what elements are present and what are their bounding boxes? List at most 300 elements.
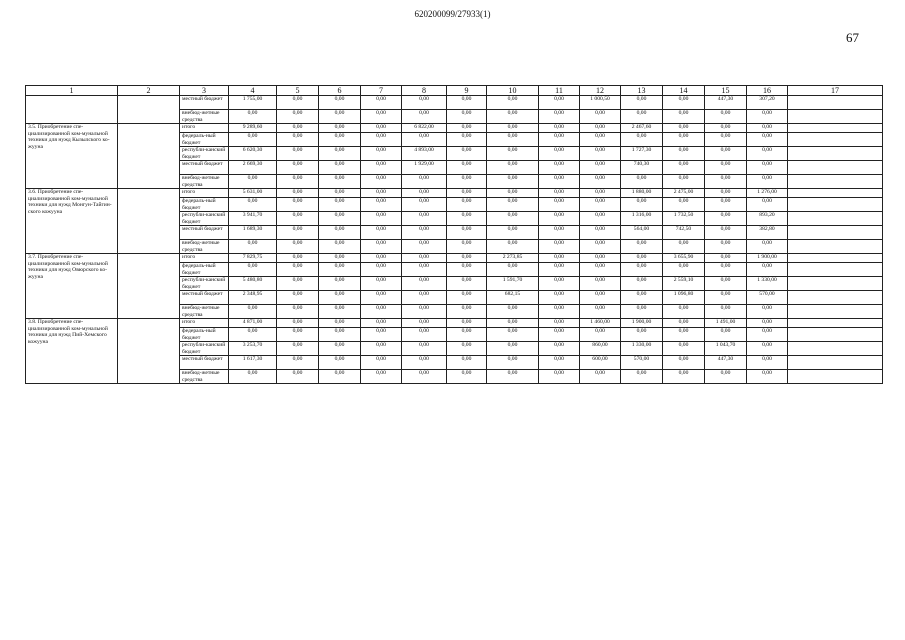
column-number: 14 (663, 86, 705, 96)
amount-cell: 0,00 (487, 212, 539, 226)
amount-cell: 0,00 (277, 189, 319, 198)
amount-cell: 0,00 (487, 110, 539, 124)
amount-cell: 0,00 (319, 254, 361, 263)
amount-cell: 570,00 (621, 356, 663, 370)
amount-cell: 0,00 (747, 124, 788, 133)
funding-source: местный бюджет (180, 161, 229, 175)
amount-cell: 0,00 (361, 110, 402, 124)
amount-cell: 0,00 (705, 226, 747, 240)
amount-cell: 0,00 (277, 342, 319, 356)
amount-cell: 0,00 (539, 342, 580, 356)
amount-cell: 0,00 (705, 328, 747, 342)
amount-cell: 0,00 (447, 291, 487, 305)
amount-cell: 0,00 (747, 356, 788, 370)
amount-cell: 2 273,85 (487, 254, 539, 263)
amount-cell: 0,00 (580, 263, 621, 277)
amount-cell: 0,00 (747, 240, 788, 254)
funding-source: республи-канский бюджет (180, 212, 229, 226)
amount-cell: 0,00 (621, 110, 663, 124)
amount-cell: 0,00 (487, 305, 539, 319)
amount-cell: 0,00 (277, 147, 319, 161)
funding-source: республи-канский бюджет (180, 147, 229, 161)
column-17-cell (788, 226, 883, 240)
amount-cell: 2 475,00 (663, 189, 705, 198)
measure-title: 3.7. Приобретение спе-циализированной ком-мунальной техники для нужд Овюрского ко-жууна (26, 254, 118, 319)
amount-cell: 0,00 (705, 370, 747, 384)
amount-cell: 0,00 (361, 240, 402, 254)
amount-cell: 0,00 (229, 240, 277, 254)
amount-cell: 0,00 (229, 263, 277, 277)
amount-cell: 0,00 (580, 277, 621, 291)
amount-cell: 1 880,00 (621, 189, 663, 198)
column-2-cell (118, 254, 180, 319)
amount-cell: 1 460,00 (580, 319, 621, 328)
amount-cell: 0,00 (487, 198, 539, 212)
funding-source: местный бюджет (180, 226, 229, 240)
amount-cell: 0,00 (487, 328, 539, 342)
amount-cell: 0,00 (319, 212, 361, 226)
funding-source: федераль-ный бюджет (180, 263, 229, 277)
amount-cell: 0,00 (580, 254, 621, 263)
column-17-cell (788, 240, 883, 254)
amount-cell: 0,00 (580, 133, 621, 147)
amount-cell: 0,00 (487, 356, 539, 370)
amount-cell: 0,00 (402, 110, 447, 124)
amount-cell: 0,00 (539, 161, 580, 175)
measure-title: 3.8. Приобретение спе-циализированной ком-мунальной техники для нужд Пий-Хемского кожууна (26, 319, 118, 384)
amount-cell: 0,00 (580, 370, 621, 384)
column-number: 12 (580, 86, 621, 96)
amount-cell: 0,00 (705, 161, 747, 175)
amount-cell: 0,00 (705, 110, 747, 124)
column-number: 15 (705, 86, 747, 96)
amount-cell: 0,00 (319, 96, 361, 110)
amount-cell: 1 732,50 (663, 212, 705, 226)
amount-cell: 0,00 (447, 161, 487, 175)
amount-cell: 0,00 (747, 370, 788, 384)
amount-cell: 0,00 (663, 342, 705, 356)
amount-cell: 0,00 (402, 342, 447, 356)
amount-cell: 0,00 (402, 96, 447, 110)
amount-cell: 0,00 (487, 370, 539, 384)
amount-cell: 0,00 (621, 370, 663, 384)
amount-cell: 0,00 (277, 328, 319, 342)
column-number: 10 (487, 86, 539, 96)
amount-cell: 0,00 (539, 240, 580, 254)
amount-cell: 0,00 (539, 370, 580, 384)
amount-cell: 0,00 (447, 198, 487, 212)
funding-source: федераль-ный бюджет (180, 198, 229, 212)
amount-cell: 0,00 (539, 110, 580, 124)
amount-cell: 0,00 (539, 319, 580, 328)
amount-cell: 0,00 (229, 110, 277, 124)
amount-cell: 0,00 (487, 263, 539, 277)
funding-source: республи-канский бюджет (180, 277, 229, 291)
table-row (26, 254, 883, 263)
amount-cell: 0,00 (663, 356, 705, 370)
amount-cell: 0,00 (361, 277, 402, 291)
amount-cell: 0,00 (447, 175, 487, 189)
amount-cell: 0,00 (277, 175, 319, 189)
amount-cell: 0,00 (447, 189, 487, 198)
column-17-cell (788, 305, 883, 319)
amount-cell: 0,00 (621, 254, 663, 263)
amount-cell: 0,00 (580, 110, 621, 124)
amount-cell: 9 289,60 (229, 124, 277, 133)
amount-cell: 0,00 (402, 254, 447, 263)
measure-title (26, 96, 118, 124)
funding-source: итого (180, 254, 229, 263)
amount-cell: 0,00 (539, 133, 580, 147)
amount-cell: 0,00 (319, 240, 361, 254)
amount-cell: 0,00 (402, 305, 447, 319)
amount-cell: 0,00 (747, 161, 788, 175)
amount-cell: 0,00 (663, 328, 705, 342)
column-number: 17 (788, 86, 883, 96)
amount-cell: 0,00 (487, 161, 539, 175)
amount-cell: 0,00 (705, 133, 747, 147)
amount-cell: 0,00 (580, 212, 621, 226)
table-body (26, 86, 883, 384)
amount-cell: 1 000,50 (580, 96, 621, 110)
amount-cell: 1 900,00 (747, 254, 788, 263)
amount-cell: 0,00 (621, 263, 663, 277)
amount-cell: 0,00 (319, 124, 361, 133)
amount-cell: 0,00 (580, 226, 621, 240)
amount-cell: 0,00 (319, 147, 361, 161)
amount-cell: 1 900,00 (621, 319, 663, 328)
column-2-cell (118, 319, 180, 384)
column-2-cell (118, 124, 180, 189)
funding-source: местный бюджет (180, 356, 229, 370)
amount-cell: 0,00 (277, 263, 319, 277)
amount-cell: 860,00 (580, 342, 621, 356)
amount-cell: 0,00 (361, 133, 402, 147)
amount-cell: 0,00 (447, 212, 487, 226)
amount-cell: 0,00 (747, 319, 788, 328)
amount-cell: 0,00 (402, 133, 447, 147)
amount-cell: 0,00 (319, 263, 361, 277)
amount-cell: 1 043,70 (705, 342, 747, 356)
amount-cell: 0,00 (705, 254, 747, 263)
amount-cell: 0,00 (705, 263, 747, 277)
amount-cell: 0,00 (539, 305, 580, 319)
column-17-cell (788, 110, 883, 124)
funding-source: республи-канский бюджет (180, 342, 229, 356)
amount-cell: 0,00 (402, 240, 447, 254)
amount-cell: 0,00 (663, 133, 705, 147)
amount-cell: 564,00 (621, 226, 663, 240)
column-number: 8 (402, 86, 447, 96)
amount-cell: 0,00 (447, 342, 487, 356)
amount-cell: 0,00 (361, 226, 402, 240)
amount-cell: 0,00 (747, 305, 788, 319)
amount-cell: 1 330,00 (621, 342, 663, 356)
column-number: 5 (277, 86, 319, 96)
column-17-cell (788, 291, 883, 305)
amount-cell: 0,00 (319, 226, 361, 240)
amount-cell: 0,00 (229, 370, 277, 384)
amount-cell: 0,00 (361, 175, 402, 189)
amount-cell: 3 655,90 (663, 254, 705, 263)
amount-cell: 0,00 (402, 212, 447, 226)
amount-cell: 0,00 (319, 133, 361, 147)
amount-cell: 0,00 (319, 277, 361, 291)
amount-cell: 0,00 (663, 161, 705, 175)
amount-cell: 0,00 (447, 263, 487, 277)
amount-cell: 0,00 (277, 356, 319, 370)
funding-source: федераль-ный бюджет (180, 133, 229, 147)
amount-cell: 0,00 (487, 124, 539, 133)
column-17-cell (788, 328, 883, 342)
amount-cell: 0,00 (487, 240, 539, 254)
amount-cell: 0,00 (621, 305, 663, 319)
amount-cell: 0,00 (447, 319, 487, 328)
amount-cell: 0,00 (705, 291, 747, 305)
amount-cell: 1 755,00 (229, 96, 277, 110)
funding-source: итого (180, 189, 229, 198)
amount-cell: 0,00 (539, 263, 580, 277)
amount-cell: 0,00 (539, 175, 580, 189)
amount-cell: 0,00 (277, 133, 319, 147)
amount-cell: 0,00 (705, 240, 747, 254)
amount-cell: 0,00 (361, 161, 402, 175)
amount-cell: 0,00 (539, 96, 580, 110)
amount-cell: 0,00 (747, 328, 788, 342)
amount-cell: 0,00 (361, 342, 402, 356)
amount-cell: 0,00 (487, 175, 539, 189)
funding-source: внебюд-жетные средства (180, 370, 229, 384)
amount-cell: 0,00 (402, 291, 447, 305)
amount-cell: 0,00 (319, 356, 361, 370)
column-number: 3 (180, 86, 229, 96)
column-17-cell (788, 342, 883, 356)
amount-cell: 0,00 (447, 133, 487, 147)
amount-cell: 0,00 (663, 110, 705, 124)
amount-cell: 0,00 (361, 254, 402, 263)
table-row (26, 96, 883, 110)
amount-cell: 0,00 (663, 96, 705, 110)
amount-cell: 1 617,30 (229, 356, 277, 370)
amount-cell: 0,00 (580, 328, 621, 342)
amount-cell: 0,00 (705, 189, 747, 198)
amount-cell: 0,00 (621, 133, 663, 147)
amount-cell: 0,00 (402, 189, 447, 198)
amount-cell: 0,00 (580, 124, 621, 133)
amount-cell: 0,00 (747, 342, 788, 356)
column-17-cell (788, 96, 883, 110)
column-17-cell (788, 277, 883, 291)
amount-cell: 0,00 (319, 342, 361, 356)
funding-source: внебюд-жетные средства (180, 240, 229, 254)
amount-cell: 0,00 (447, 147, 487, 161)
column-number: 7 (361, 86, 402, 96)
amount-cell: 0,00 (319, 370, 361, 384)
amount-cell: 0,00 (277, 305, 319, 319)
amount-cell: 6 822,00 (402, 124, 447, 133)
funding-source: внебюд-жетные средства (180, 110, 229, 124)
amount-cell: 0,00 (319, 161, 361, 175)
amount-cell: 0,00 (447, 110, 487, 124)
measure-title: 3.5. Приобретение спе-циализированной ком-мунальной техники для нужд Кызылского ко-жууна (26, 124, 118, 189)
amount-cell: 0,00 (361, 96, 402, 110)
amount-cell: 1 491,00 (705, 319, 747, 328)
column-17-cell (788, 124, 883, 133)
budget-table (25, 85, 883, 384)
amount-cell: 740,30 (621, 161, 663, 175)
amount-cell: 0,00 (539, 277, 580, 291)
amount-cell: 447,30 (705, 356, 747, 370)
amount-cell: 1 727,30 (621, 147, 663, 161)
column-number: 2 (118, 86, 180, 96)
amount-cell: 0,00 (487, 96, 539, 110)
amount-cell: 0,00 (539, 291, 580, 305)
amount-cell: 0,00 (402, 356, 447, 370)
amount-cell: 0,00 (539, 212, 580, 226)
amount-cell: 0,00 (361, 319, 402, 328)
amount-cell: 2 559,10 (663, 277, 705, 291)
column-17-cell (788, 161, 883, 175)
amount-cell: 0,00 (487, 226, 539, 240)
page-number: 67 (846, 30, 859, 45)
amount-cell: 7 829,75 (229, 254, 277, 263)
amount-cell: 0,00 (621, 198, 663, 212)
column-2-cell (118, 189, 180, 254)
column-17-cell (788, 147, 883, 161)
amount-cell: 0,00 (277, 370, 319, 384)
amount-cell: 0,00 (402, 226, 447, 240)
amount-cell: 0,00 (539, 356, 580, 370)
column-number: 16 (747, 86, 788, 96)
amount-cell: 0,00 (663, 175, 705, 189)
amount-cell: 0,00 (361, 305, 402, 319)
amount-cell: 0,00 (539, 328, 580, 342)
amount-cell: 682,15 (487, 291, 539, 305)
amount-cell: 0,00 (229, 305, 277, 319)
column-number: 1 (26, 86, 118, 96)
amount-cell: 0,00 (402, 175, 447, 189)
amount-cell: 0,00 (705, 305, 747, 319)
amount-cell: 0,00 (229, 328, 277, 342)
amount-cell: 307,20 (747, 96, 788, 110)
amount-cell: 0,00 (747, 110, 788, 124)
amount-cell: 382,80 (747, 226, 788, 240)
amount-cell: 0,00 (487, 342, 539, 356)
amount-cell: 0,00 (705, 212, 747, 226)
amount-cell: 0,00 (402, 263, 447, 277)
amount-cell: 0,00 (539, 147, 580, 161)
funding-source: итого (180, 124, 229, 133)
amount-cell: 1 276,00 (747, 189, 788, 198)
amount-cell: 0,00 (580, 291, 621, 305)
amount-cell: 0,00 (361, 356, 402, 370)
amount-cell: 0,00 (229, 198, 277, 212)
amount-cell: 0,00 (277, 96, 319, 110)
amount-cell: 0,00 (580, 161, 621, 175)
amount-cell: 0,00 (361, 147, 402, 161)
amount-cell: 0,00 (580, 175, 621, 189)
amount-cell: 0,00 (361, 291, 402, 305)
column-number: 11 (539, 86, 580, 96)
funding-source: федераль-ный бюджет (180, 328, 229, 342)
amount-cell: 0,00 (319, 110, 361, 124)
amount-cell: 0,00 (580, 198, 621, 212)
column-17-cell (788, 356, 883, 370)
amount-cell: 0,00 (402, 328, 447, 342)
amount-cell: 0,00 (447, 277, 487, 291)
amount-cell: 0,00 (229, 175, 277, 189)
column-17-cell (788, 254, 883, 263)
amount-cell: 0,00 (319, 175, 361, 189)
amount-cell: 0,00 (705, 147, 747, 161)
amount-cell: 0,00 (539, 226, 580, 240)
amount-cell: 0,00 (621, 328, 663, 342)
amount-cell: 1 330,00 (747, 277, 788, 291)
table-row (26, 319, 883, 328)
amount-cell: 0,00 (487, 147, 539, 161)
amount-cell: 0,00 (621, 240, 663, 254)
column-17-cell (788, 263, 883, 277)
amount-cell: 0,00 (277, 124, 319, 133)
amount-cell: 0,00 (277, 240, 319, 254)
amount-cell: 0,00 (277, 212, 319, 226)
amount-cell: 0,00 (402, 370, 447, 384)
amount-cell: 0,00 (447, 305, 487, 319)
document-id: 620200099/27933(1) (414, 9, 491, 19)
amount-cell: 0,00 (621, 175, 663, 189)
amount-cell: 0,00 (580, 305, 621, 319)
amount-cell: 0,00 (487, 189, 539, 198)
amount-cell: 3 253,70 (229, 342, 277, 356)
amount-cell: 0,00 (705, 124, 747, 133)
amount-cell: 1 096,80 (663, 291, 705, 305)
funding-source: внебюд-жетные средства (180, 175, 229, 189)
amount-cell: 0,00 (447, 328, 487, 342)
amount-cell: 0,00 (277, 110, 319, 124)
column-17-cell (788, 189, 883, 198)
amount-cell: 0,00 (361, 212, 402, 226)
amount-cell: 0,00 (663, 319, 705, 328)
amount-cell: 0,00 (319, 319, 361, 328)
amount-cell: 570,00 (747, 291, 788, 305)
amount-cell: 0,00 (621, 277, 663, 291)
column-17-cell (788, 133, 883, 147)
column-17-cell (788, 319, 883, 328)
amount-cell: 0,00 (402, 277, 447, 291)
amount-cell: 0,00 (705, 277, 747, 291)
column-17-cell (788, 370, 883, 384)
amount-cell: 0,00 (361, 189, 402, 198)
amount-cell: 0,00 (580, 147, 621, 161)
column-number-row (26, 86, 883, 96)
table-row (26, 124, 883, 133)
amount-cell: 0,00 (319, 328, 361, 342)
amount-cell: 0,00 (539, 189, 580, 198)
amount-cell: 0,00 (447, 124, 487, 133)
amount-cell: 1 689,30 (229, 226, 277, 240)
amount-cell: 0,00 (580, 189, 621, 198)
amount-cell: 0,00 (447, 226, 487, 240)
column-17-cell (788, 175, 883, 189)
amount-cell: 0,00 (402, 198, 447, 212)
amount-cell: 0,00 (747, 133, 788, 147)
funding-source: местный бюджет (180, 96, 229, 110)
amount-cell: 2 467,60 (621, 124, 663, 133)
amount-cell: 0,00 (319, 198, 361, 212)
amount-cell: 5 631,00 (229, 189, 277, 198)
amount-cell: 0,00 (663, 147, 705, 161)
amount-cell: 1 929,00 (402, 161, 447, 175)
